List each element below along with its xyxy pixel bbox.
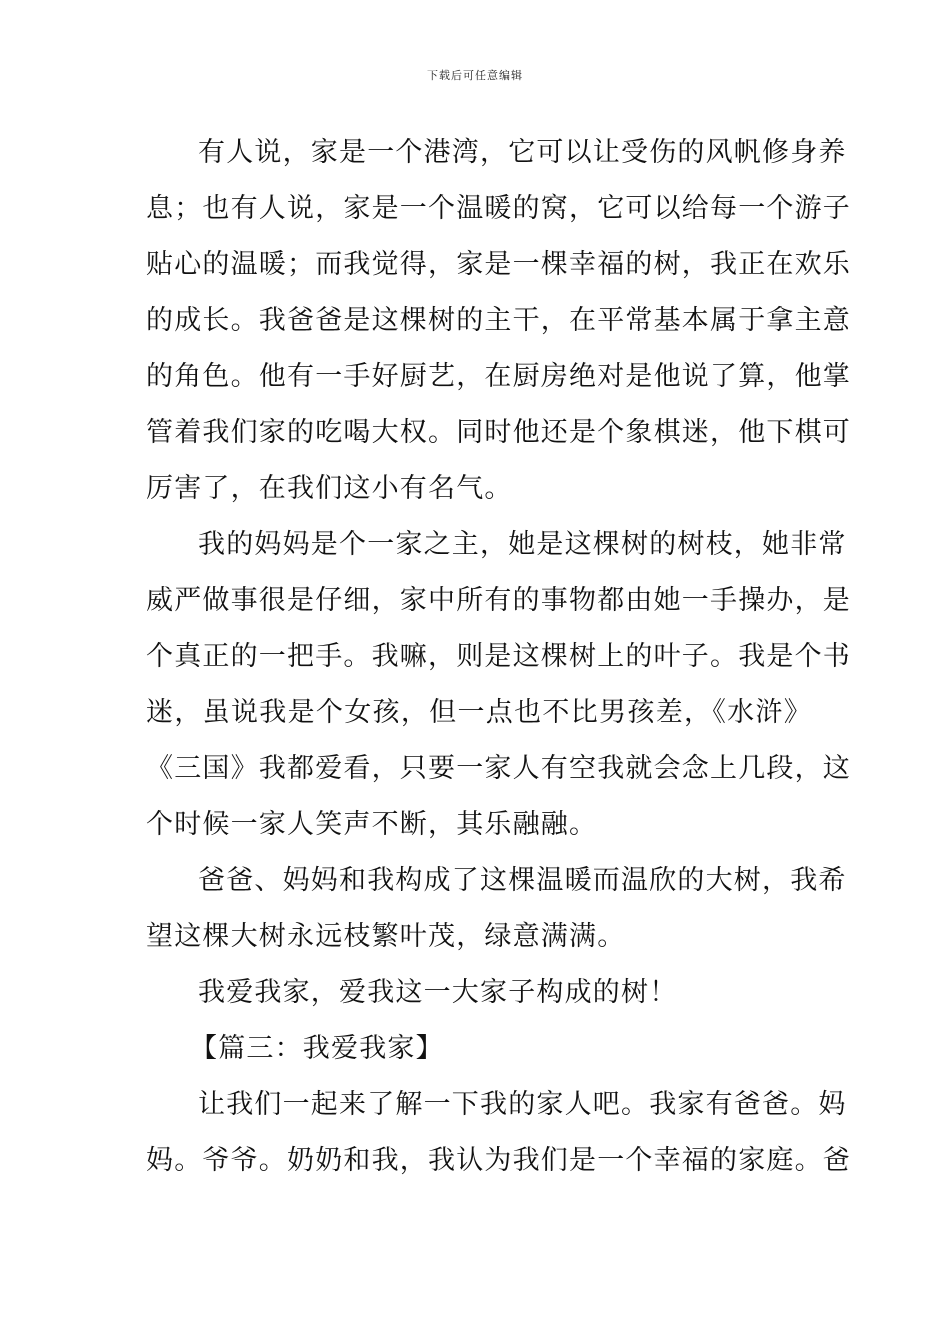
section-heading: 【篇三：我爱我家】	[190, 1033, 444, 1064]
text-line: 的成长。我爸爸是这棵树的主干，在平常基本属于拿主意	[146, 305, 851, 336]
text-line: 有人说，家是一个港湾，它可以让受伤的风帆修身养	[198, 137, 847, 168]
text-line: 我的妈妈是个一家之主，她是这棵树的树枝，她非常	[198, 529, 847, 560]
text-line: 威严做事很是仔细，家中所有的事物都由她一手操办，是	[146, 585, 851, 616]
text-line: 妈。爷爷。奶奶和我，我认为我们是一个幸福的家庭。爸	[146, 1145, 851, 1176]
text-line: 望这棵大树永远枝繁叶茂，绿意满满。	[146, 921, 626, 952]
text-line: 管着我们家的吃喝大权。同时他还是个象棋迷，他下棋可	[146, 417, 851, 448]
text-line: 息；也有人说，家是一个温暖的窝，它可以给每一个游子	[146, 193, 851, 224]
document-body	[146, 125, 851, 1189]
text-line: 爸爸、妈妈和我构成了这棵温暖而温欣的大树，我希	[198, 865, 847, 896]
text-line: 贴心的温暖；而我觉得，家是一棵幸福的树，我正在欢乐	[146, 249, 851, 280]
text-line: 个时候一家人笑声不断，其乐融融。	[146, 809, 598, 840]
text-line: 我爱我家，爱我这一大家子构成的树！	[198, 977, 678, 1008]
text-line: 厉害了，在我们这小有名气。	[146, 473, 513, 504]
page-header: 下载后可任意编辑	[427, 69, 523, 82]
text-line: 《三国》我都爱看，只要一家人有空我就会念上几段，这	[146, 753, 851, 784]
text-line: 的角色。他有一手好厨艺，在厨房绝对是他说了算，他掌	[146, 361, 851, 392]
text-line: 让我们一起来了解一下我的家人吧。我家有爸爸。妈	[198, 1089, 847, 1120]
text-line: 个真正的一把手。我嘛，则是这棵树上的叶子。我是个书	[146, 641, 851, 672]
text-line: 迷，虽说我是个女孩，但一点也不比男孩差，《水浒》	[146, 697, 812, 728]
